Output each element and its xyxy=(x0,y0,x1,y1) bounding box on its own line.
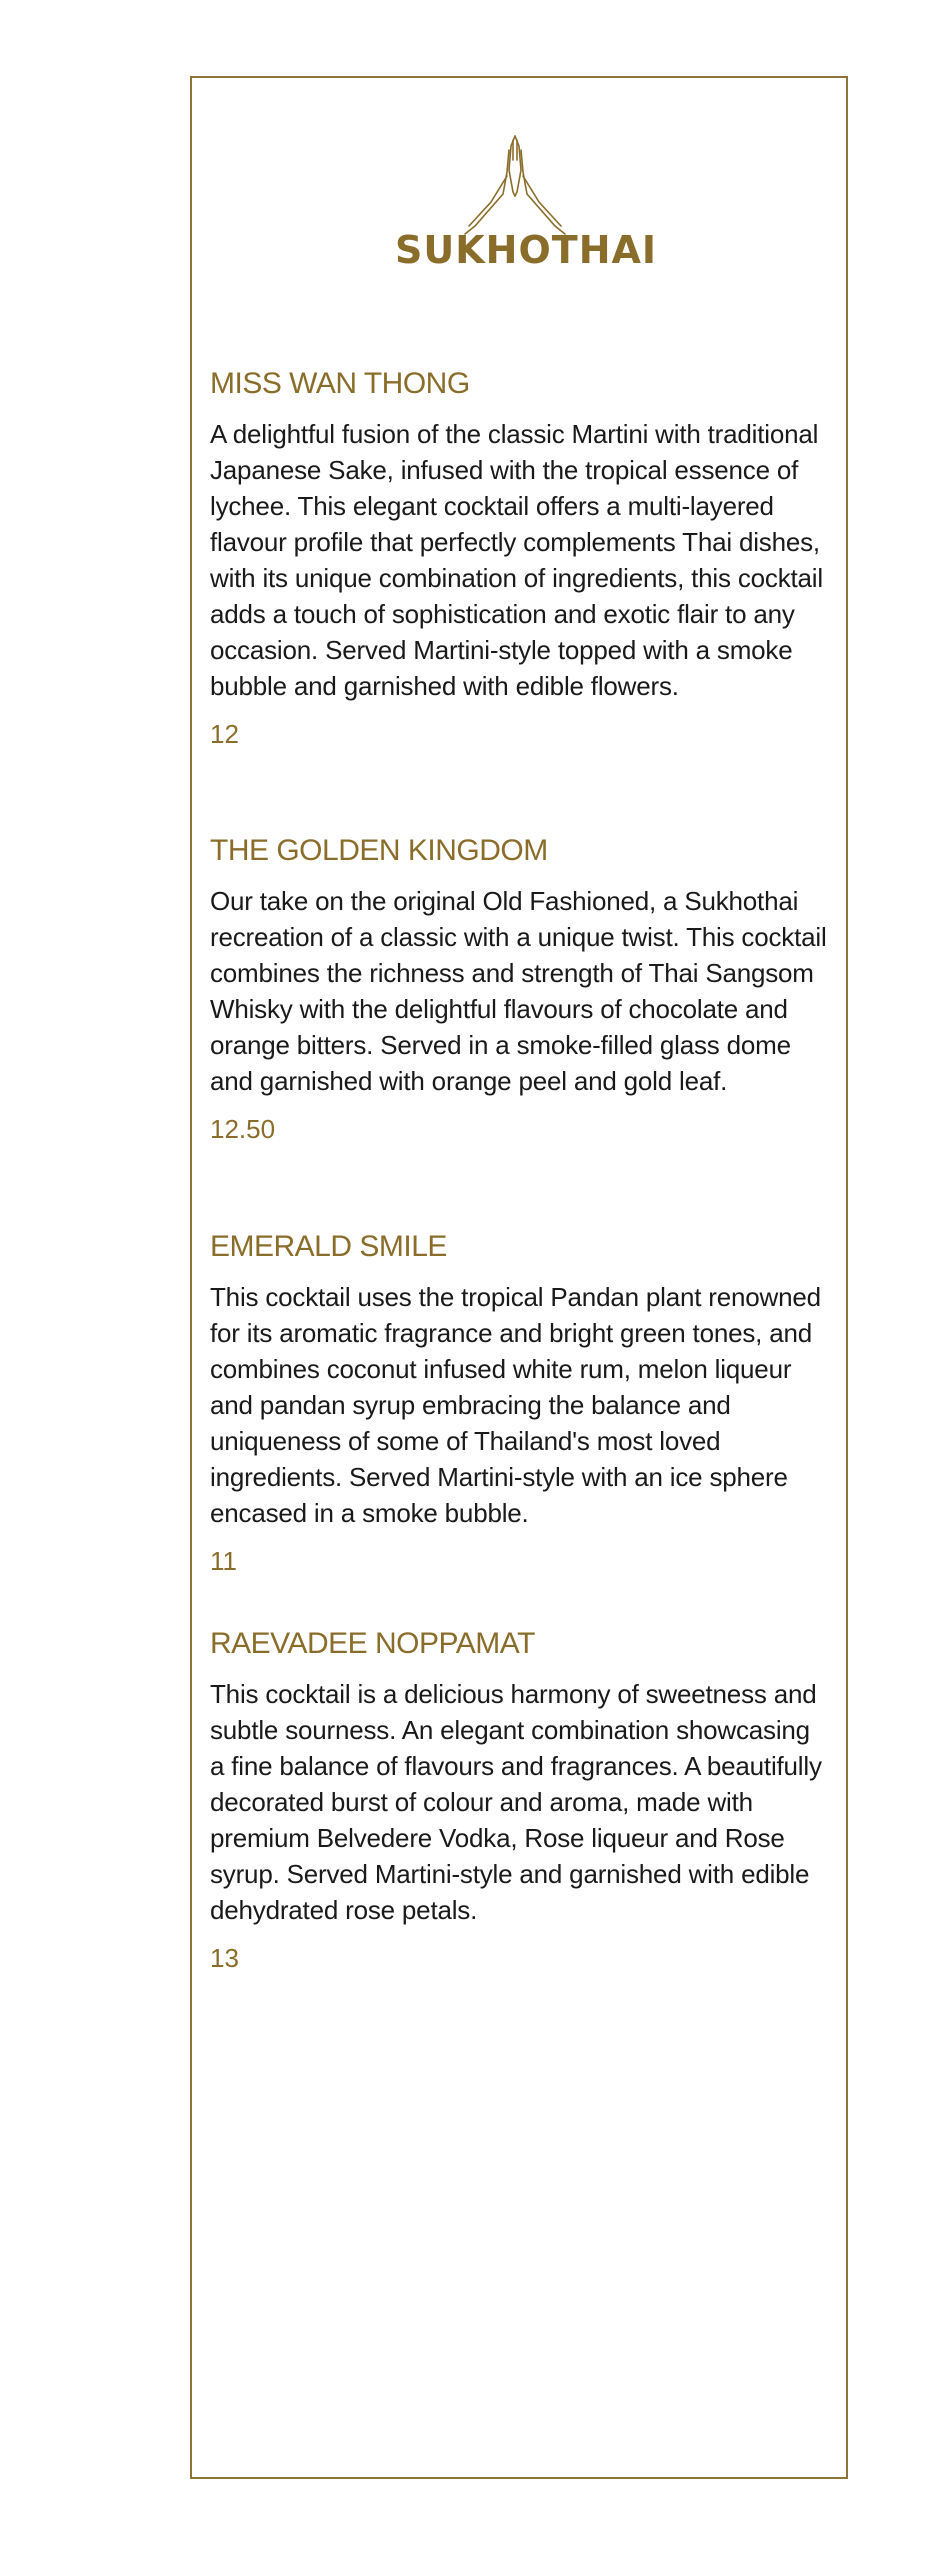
cocktail-description: Our take on the original Old Fashioned, a Sukhothai recreation of a classic with a unique twist. This cocktail combines the richness and strength of Thai Sangsom Whisky with the delightful flavours of chocolate and orange bitters. Served in a smoke-filled glass dome and garnished with orange peel and gold leaf. xyxy=(210,886,827,1096)
cocktail-price: 12.50 xyxy=(210,1114,276,1144)
logo-wordmark: SUKHOTHAI xyxy=(395,228,658,272)
cocktail-name: THE GOLDEN KINGDOM xyxy=(210,834,548,867)
cocktail-price: 11 xyxy=(210,1546,237,1576)
menu-item xyxy=(210,1626,830,1974)
cocktail-description: A delightful fusion of the classic Martini with traditional Japanese Sake, infused with the tropical essence of lychee. This elegant cocktail offers a multi-layered flavour profile that perfectly complements Thai dishes, with its unique combination of ingredients, this cocktail adds a touch of sophistication and exotic flair to any occasion. Served Martini-style topped with a smoke bubble and garnished with edible flowers. xyxy=(210,419,823,701)
menu-item xyxy=(210,366,830,750)
menu-item xyxy=(210,1229,830,1577)
cocktail-name: RAEVADEE NOPPAMAT xyxy=(210,1627,535,1660)
cocktail-description: This cocktail uses the tropical Pandan plant renowned for its aromatic fragrance and bright green tones, and combines coconut infused white rum, melon liqueur and pandan syrup embracing the balance and uniqueness of some of Thailand's most loved ingredients. Served Martini-style with an ice sphere encased in a smoke bubble. xyxy=(210,1282,821,1528)
cocktail-name: MISS WAN THONG xyxy=(210,367,470,400)
cocktail-name: EMERALD SMILE xyxy=(210,1230,447,1263)
cocktail-description: This cocktail is a delicious harmony of sweetness and subtle sourness. An elegant combination showcasing a fine balance of flavours and fragrances. A beautifully decorated burst of colour and aroma, made with premium Belvedere Vodka, Rose liqueur and Rose syrup. Served Martini-style and garnished with edible dehydrated rose petals. xyxy=(210,1679,822,1925)
cocktail-price: 12 xyxy=(210,719,239,749)
menu-item xyxy=(210,833,830,1145)
cocktail-price: 13 xyxy=(210,1943,239,1973)
